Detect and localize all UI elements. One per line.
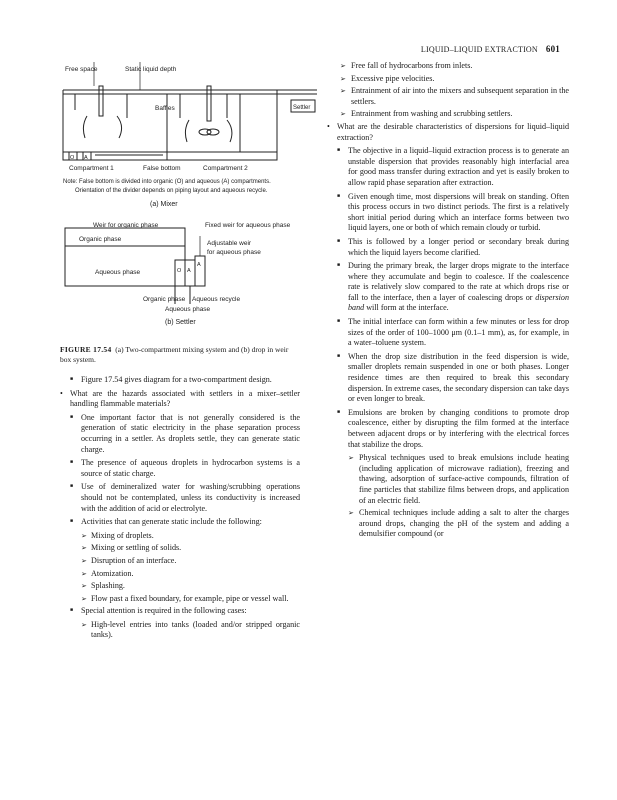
weir-box-a2 — [195, 256, 205, 286]
bullet-demineralized-water: ■ Use of demineralized water for washing/scrubbing operations should not be contemplated, unless its conductivity is increased with the addition of acid or electrolyte. — [60, 482, 300, 514]
bullet-figure-reference: ■ Figure 17.54 gives diagram for a two-compartment design. — [60, 375, 300, 386]
sub-pipe-velocities: ➢ Excessive pipe velocities. — [327, 74, 569, 85]
subcaption-mixer: (a) Mixer — [150, 201, 178, 208]
left-column — [60, 375, 300, 643]
sub-washing-entrainment: ➢ Entrainment from washing and scrubbing settlers. — [327, 109, 569, 120]
sub-flow-past-boundary: ➢ Flow past a fixed boundary, for example, pipe or vessel wall. — [60, 594, 300, 605]
subcaption-settler: (b) Settler — [165, 319, 196, 326]
impeller-blade-2 — [207, 129, 219, 135]
label-weir-a1: A — [187, 268, 191, 274]
label-adjustable-weir: Adjustable weir — [207, 240, 252, 247]
bullet-activities: ■ Activities that can generate static include the following: — [60, 517, 300, 528]
label-settler: Settler — [293, 105, 311, 111]
label-adjustable-weir-2: for aqueous phase — [207, 249, 261, 256]
mixer-diagram — [63, 62, 317, 160]
label-aqueous-recycle: Aqueous recycle — [192, 296, 241, 303]
figure-label: FIGURE 17.54 — [60, 345, 112, 354]
running-header — [421, 44, 560, 54]
bullet-special-attention: ■ Special attention is required in the following cases: — [60, 606, 300, 617]
figure-17-54 — [55, 60, 317, 342]
bullet-initial-interface: ■ The initial interface can form within a few minutes or less for drop sizes of the order of 100–1000 μm (0.1–1 mm), as, for example, in a water–toluene system. — [327, 317, 569, 349]
figure-caption-text: (a) Two-compartment mixing system and (b) drop in weir box system. — [60, 345, 289, 364]
running-title: LIQUID–LIQUID EXTRACTION — [420, 45, 538, 54]
sub-atomization: ➢ Atomization. — [60, 569, 300, 580]
primary-break-text: During the primary break, the larger drops migrate to the interface where they accumulate and begin to coalesce. If the coalescence rate is relatively slow compared to the rate at which drops rise or fall to the interface, then a layer of coalescing drops or — [348, 261, 569, 302]
label-free-space: Free space — [65, 66, 98, 73]
question-dispersions: • What are the desirable characteristics of dispersions for liquid–liquid extraction? — [327, 122, 569, 143]
sub-free-fall: ➢ Free fall of hydrocarbons from inlets. — [327, 61, 569, 72]
sub-chemical-techniques: ➢ Chemical techniques include adding a salt to alter the charges around drops, changing the pH of the system and adding a demulsifier compound (or — [327, 508, 569, 540]
page-number: 601 — [545, 44, 560, 54]
question-hazards: • What are the hazards associated with settlers in a mixer–settler handling flammable materials? — [60, 389, 300, 410]
label-organic-phase: Organic phase — [79, 236, 122, 243]
primary-break-text-end: will form at the interface. — [364, 303, 449, 313]
label-static-liquid-depth: Static liquid depth — [125, 66, 177, 73]
label-aqueous-phase: Aqueous phase — [95, 269, 141, 276]
mixer-note-line-2: Orientation of the divider depends on piping layout and aqueous recycle. — [75, 188, 268, 194]
bullet-given-enough-time: ■ Given enough time, most dispersions will break on standing. Often this process occurs in two distinct periods. The first is a relatively short initial period during which an interface forms between two liquid layers, one or both of which remain cloudy or turbid. — [327, 192, 569, 234]
bullet-static-electricity: ■ One important factor that is not generally considered is the generation of static electricity in the phase separation process occurring in a settler. As droplets settle, they can generate static charge. — [60, 413, 300, 455]
bullet-drop-size-distribution: ■ When the drop size distribution in the feed dispersion is wide, smaller droplets remain suspended in one or both phases. Longer residence times are then required to break this secondary dispersion. In extreme cases, the secondary dispersion can take days or even longer to break. — [327, 352, 569, 405]
right-column — [327, 61, 569, 542]
mixer-note-line-1: Note: False bottom is divided into organic (O) and aqueous (A) compartments. — [63, 179, 271, 185]
label-compartment-1: Compartment 1 — [69, 165, 114, 172]
label-aqueous-bottom: Aqueous phase — [165, 306, 211, 313]
label-false-bottom: False bottom — [143, 165, 181, 172]
sub-mixing-solids: ➢ Mixing or settling of solids. — [60, 543, 300, 554]
bullet-objective: ■ The objective in a liquid–liquid extraction process is to generate an unstable dispersion that provides reasonably high interfacial area for good mass transfer during extraction and yet is easily broken to allow rapid phase separation after extraction. — [327, 146, 569, 188]
label-baffles: Baffles — [155, 105, 175, 112]
sub-mixing-droplets: ➢ Mixing of droplets. — [60, 531, 300, 542]
sub-physical-techniques: ➢ Physical techniques used to break emulsions include heating (including application of microwave radiation), freezing and thawing, adsorption of surface-active compounds, filtration of fine particles that stabilize films between drops, and application of an electric field. — [327, 453, 569, 506]
dispersion-band-term: dispersion band — [348, 292, 569, 313]
sub-air-entrainment: ➢ Entrainment of air into the mixers and subsequent separation in the settlers. — [327, 86, 569, 107]
label-fixed-weir: Fixed weir for aqueous phase — [205, 222, 291, 229]
bullet-primary-break — [327, 261, 569, 314]
label-weir-organic: Weir for organic phase — [93, 222, 159, 229]
bullet-secondary-break: ■ This is followed by a longer period or secondary break during which the liquid layers become clarified. — [327, 237, 569, 258]
label-weir-a2: A — [197, 262, 201, 268]
label-o: O — [70, 155, 75, 161]
label-weir-o: O — [177, 268, 182, 274]
sub-disruption: ➢ Disruption of an interface. — [60, 556, 300, 567]
bullet-emulsions: ■ Emulsions are broken by changing conditions to promote drop coalescence, either by disrupting the film formed at the interface between adjacent drops or by interfering with the electrical forces that stabilize the drops. — [327, 408, 569, 450]
sub-high-level-entries: ➢ High-level entries into tanks (loaded and/or stripped organic tanks). — [60, 620, 300, 641]
flow-arrow-3 — [185, 120, 189, 142]
sub-splashing: ➢ Splashing. — [60, 581, 300, 592]
shaft-2 — [207, 86, 211, 121]
label-compartment-2: Compartment 2 — [203, 165, 248, 172]
flow-arrow-4 — [227, 120, 232, 142]
flow-arrow-1 — [83, 116, 87, 138]
bullet-aqueous-droplets: ■ The presence of aqueous droplets in hydrocarbon systems is a source of static charge. — [60, 458, 300, 479]
figure-caption — [60, 345, 300, 364]
label-a: A — [84, 155, 88, 161]
flow-arrow-2 — [117, 116, 122, 138]
label-organic-bottom: Organic phase — [143, 296, 186, 303]
mixer-tank-outline — [63, 90, 277, 160]
